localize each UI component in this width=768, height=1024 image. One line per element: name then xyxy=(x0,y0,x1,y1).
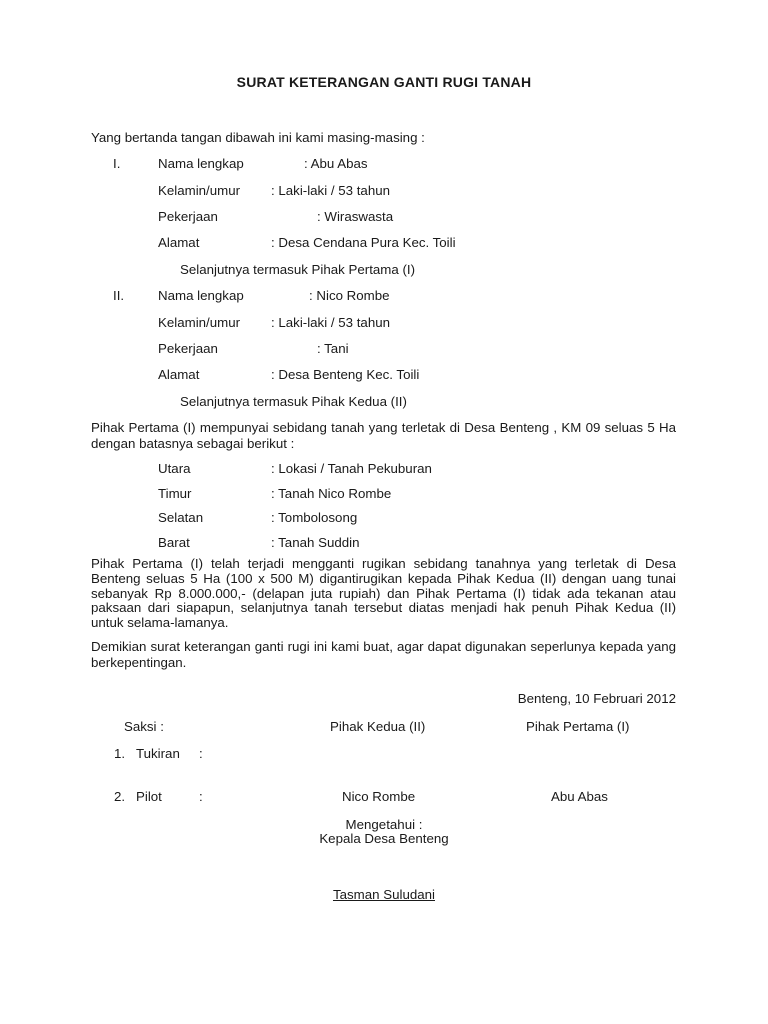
boundary-south-label: Selatan xyxy=(158,510,204,525)
witness-2-number: 2. xyxy=(114,789,126,804)
boundary-east-label: Timur xyxy=(158,486,192,501)
closing-paragraph: Demikian surat keterangan ganti rugi ini kami buat, agar dapat digunakan seperlunya kepada yang berkepentingan. xyxy=(91,639,676,670)
party-second-name-label: Nama lengkap xyxy=(158,288,244,303)
witness-1-name: Tukiran xyxy=(136,746,180,761)
party-second-gender-age-label: Kelamin/umur xyxy=(158,315,241,330)
boundary-east-value: : Tanah Nico Rombe xyxy=(271,486,392,501)
party-first-name-value: : Abu Abas xyxy=(304,156,368,171)
compensation-paragraph: Pihak Pertama (I) telah terjadi mengganti rugikan sebidang tanahnya yang terletak di Desa Benteng seluas 5 Ha (100 x 500 M) digantirugikan kepada Pihak Kedua (II) dengan uang tunai sebanyak Rp 8.000.000,- (delapan juta rupiah) dan Pihak Pertama (I) tidak ada tekanan atau paksaan dari siapapun, selanjutnya tanah tersebut diatas menjadi hak penuh Pihak Kedua (II) untuk selama-lamanya. xyxy=(91,556,676,631)
second-party-signature-name: Nico Rombe xyxy=(342,789,416,804)
party-first-address-value: : Desa Cendana Pura Kec. Toili xyxy=(271,235,456,250)
party-second-numeral: II. xyxy=(113,288,125,303)
party-second-name-value: : Nico Rombe xyxy=(309,288,390,303)
party-first-name-label: Nama lengkap xyxy=(158,156,244,171)
second-party-heading: Pihak Kedua (II) xyxy=(330,719,426,734)
party-second-address-value: : Desa Benteng Kec. Toili xyxy=(271,367,420,382)
party-second-occupation-label: Pekerjaan xyxy=(158,341,218,356)
witness-heading: Saksi : xyxy=(124,719,164,734)
boundary-west-label: Barat xyxy=(158,535,190,550)
witness-2-name: Pilot xyxy=(136,789,162,804)
party-second-address-label: Alamat xyxy=(158,367,200,382)
boundary-west-value: : Tanah Suddin xyxy=(271,535,360,550)
boundary-north-value: : Lokasi / Tanah Pekuburan xyxy=(271,461,432,476)
party-first-designation: Selanjutnya termasuk Pihak Pertama (I) xyxy=(180,262,416,277)
intro-text: Yang bertanda tangan dibawah ini kami masing-masing : xyxy=(91,130,425,145)
village-head-name: Tasman Suludani xyxy=(332,887,435,902)
document-title: SURAT KETERANGAN GANTI RUGI TANAH xyxy=(236,74,532,90)
witness-2-colon: : xyxy=(199,789,203,804)
party-second-designation: Selanjutnya termasuk Pihak Kedua (II) xyxy=(180,394,407,409)
party-first-address-label: Alamat xyxy=(158,235,200,250)
party-first-occupation-label: Pekerjaan xyxy=(158,209,218,224)
party-first-gender-age-value: : Laki-laki / 53 tahun xyxy=(271,183,391,198)
place-date: Benteng, 10 Februari 2012 xyxy=(517,691,676,706)
witness-1-number: 1. xyxy=(114,746,126,761)
party-first-gender-age-label: Kelamin/umur xyxy=(158,183,241,198)
witness-1-colon: : xyxy=(199,746,203,761)
village-head-position: Kepala Desa Benteng xyxy=(319,831,449,846)
party-second-occupation-value: : Tani xyxy=(317,341,349,356)
party-second-gender-age-value: : Laki-laki / 53 tahun xyxy=(271,315,391,330)
boundary-south-value: : Tombolosong xyxy=(271,510,358,525)
boundary-north-label: Utara xyxy=(158,461,191,476)
first-party-heading: Pihak Pertama (I) xyxy=(526,719,630,734)
party-first-numeral: I. xyxy=(113,156,121,171)
land-description-paragraph: Pihak Pertama (I) mempunyai sebidang tanah yang terletak di Desa Benteng , KM 09 seluas 5 Ha dengan batasnya sebagai berikut : xyxy=(91,420,676,451)
party-first-occupation-value: : Wiraswasta xyxy=(317,209,394,224)
first-party-signature-name: Abu Abas xyxy=(551,789,608,804)
acknowledgement-label: Mengetahui : xyxy=(345,817,423,832)
